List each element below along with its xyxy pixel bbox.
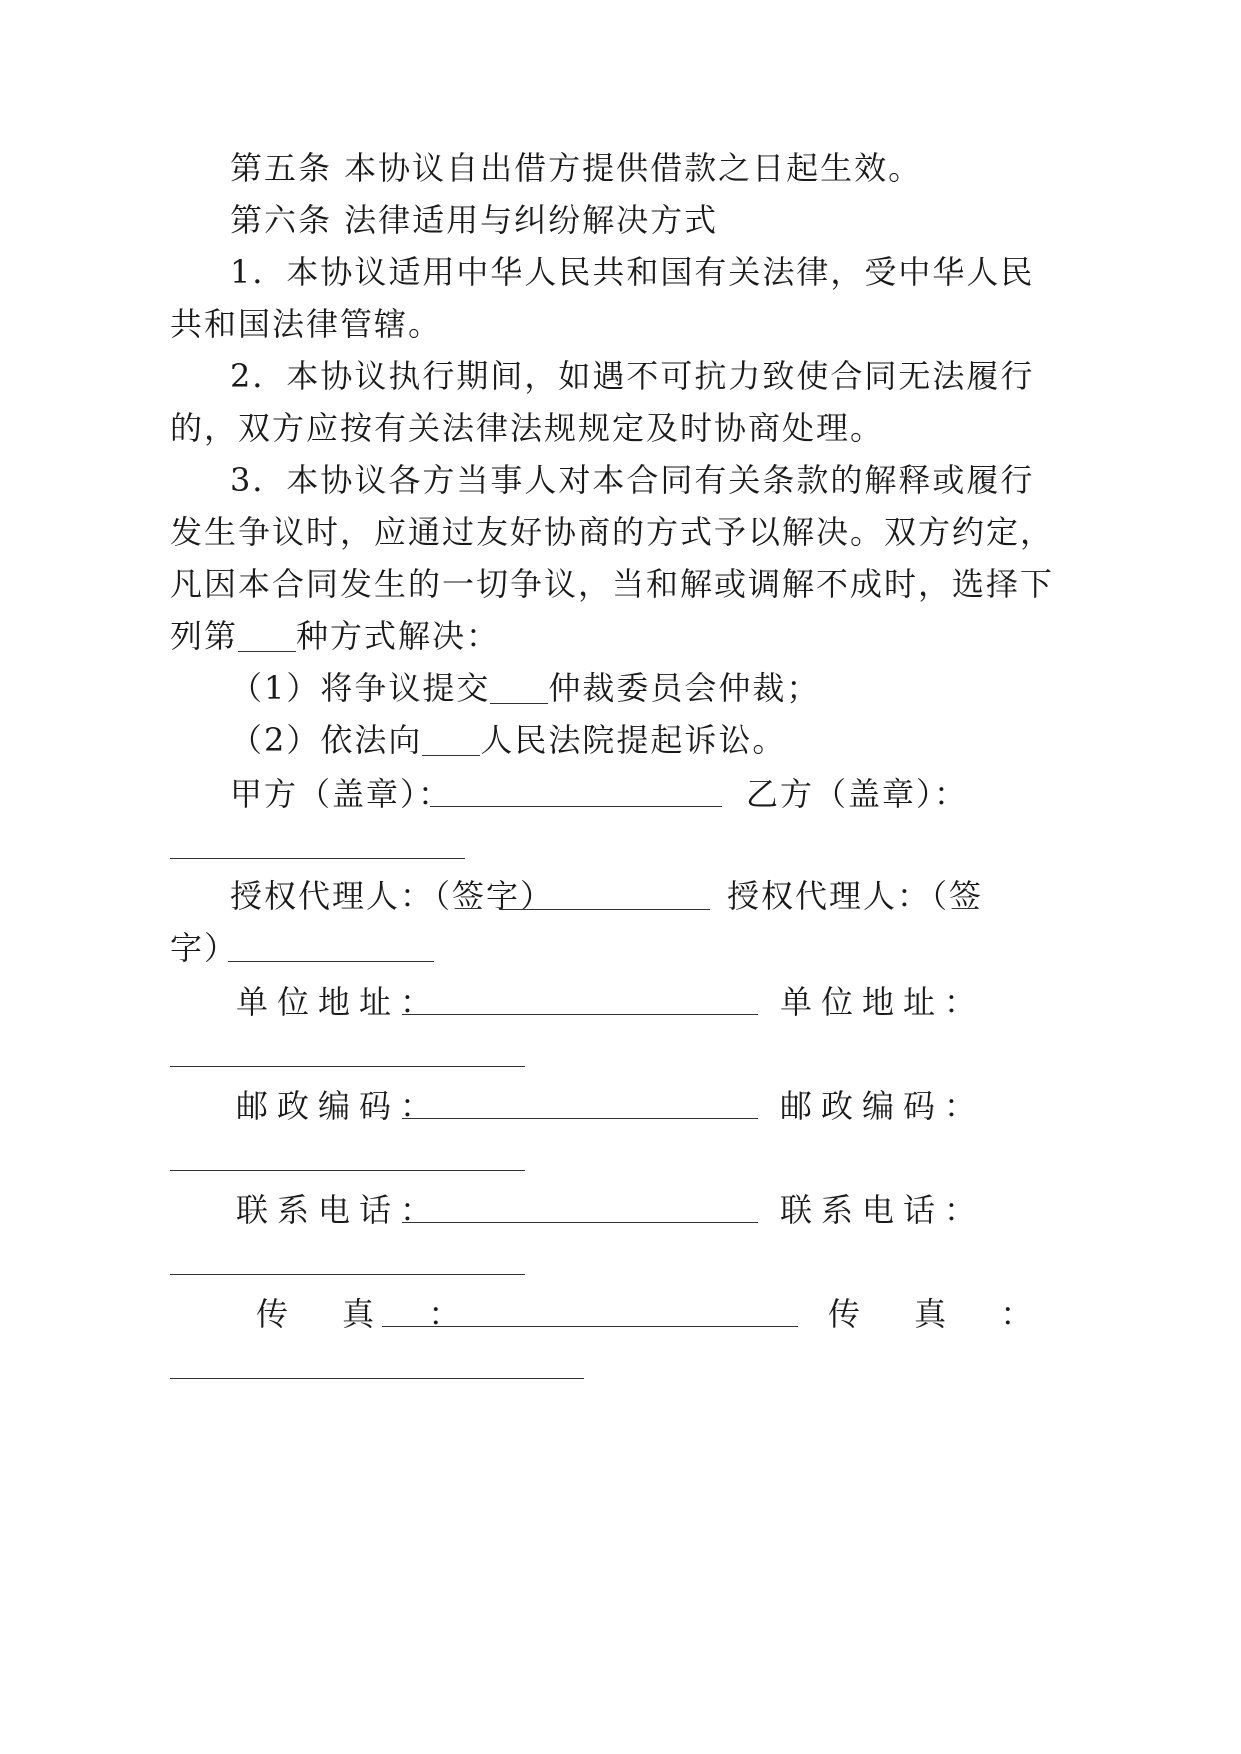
postcode-blank-b[interactable] [170, 1170, 525, 1171]
address-label-b: 单位地址： [780, 983, 986, 1021]
party-a-seal-label: 甲方（盖章）： [230, 775, 453, 813]
article-6-heading: 第六条 法律适用与纠纷解决方式 [230, 201, 719, 239]
clause-1-line-2: 共和国法律管辖。 [170, 305, 443, 343]
clause-1-line-1: 1．本协议适用中华人民共和国有关法律，受中华人民 [230, 253, 1035, 291]
option-1-text-b: 仲裁委员会仲裁； [548, 669, 821, 707]
clause-3-line-4-text-b: 种方式解决： [296, 617, 501, 655]
clause-3-line-2: 发生争议时，应通过友好协商的方式予以解决。双方约定， [170, 513, 1055, 551]
agent-a-signature-blank[interactable] [500, 909, 710, 910]
postcode-blank-a[interactable] [402, 1118, 758, 1119]
address-blank-b[interactable] [170, 1066, 525, 1067]
fax-label-b: 传 真 ： [828, 1295, 1055, 1333]
clause-2-line-2: 的，双方应按有关法律法规规定及时协商处理。 [170, 409, 885, 447]
option-1-text-a: （1）将争议提交 [230, 669, 491, 707]
court-blank[interactable] [422, 720, 480, 760]
option-1 [230, 668, 820, 708]
clause-3-line-4 [170, 616, 500, 656]
option-2-text-a: （2）依法向 [230, 721, 423, 759]
agent-b-label-line-2: 字） [170, 929, 239, 967]
agent-a-label: 授权代理人：（签字） [230, 877, 555, 915]
party-b-seal-label: 乙方（盖章）： [746, 775, 969, 813]
phone-blank-b[interactable] [170, 1274, 525, 1275]
article-5: 第五条 本协议自出借方提供借款之日起生效。 [230, 149, 923, 187]
phone-label-a: 联系电话： [236, 1191, 442, 1229]
address-label-a: 单位地址： [236, 983, 442, 1021]
clause-3-line-1: 3．本协议各方当事人对本合同有关条款的解释或履行 [230, 461, 1035, 499]
clause-3-line-3: 凡因本合同发生的一切争议，当和解或调解不成时，选择下 [170, 565, 1055, 603]
option-2-text-b: 人民法院提起诉讼。 [480, 721, 787, 759]
postcode-label-b: 邮政编码： [780, 1087, 986, 1125]
party-b-seal-blank[interactable] [170, 858, 465, 859]
arbitration-commission-blank[interactable] [490, 668, 548, 708]
clause-3-line-4-text-a: 列第 [170, 617, 239, 655]
phone-label-b: 联系电话： [780, 1191, 986, 1229]
phone-blank-a[interactable] [402, 1222, 758, 1223]
address-blank-a[interactable] [402, 1014, 758, 1015]
party-a-seal-blank[interactable] [430, 806, 722, 807]
postcode-label-a: 邮政编码： [236, 1087, 442, 1125]
agent-b-label-line-1: 授权代理人：（签 [727, 877, 984, 915]
method-number-blank[interactable] [238, 616, 296, 656]
agent-b-signature-blank[interactable] [228, 961, 434, 962]
clause-2-line-1: 2．本协议执行期间，如遇不可抗力致使合同无法履行 [230, 357, 1035, 395]
option-2 [230, 720, 786, 760]
fax-label-a: 传 真 ： [256, 1295, 483, 1333]
fax-blank-b[interactable] [170, 1378, 584, 1379]
fax-blank-a[interactable] [382, 1326, 798, 1327]
